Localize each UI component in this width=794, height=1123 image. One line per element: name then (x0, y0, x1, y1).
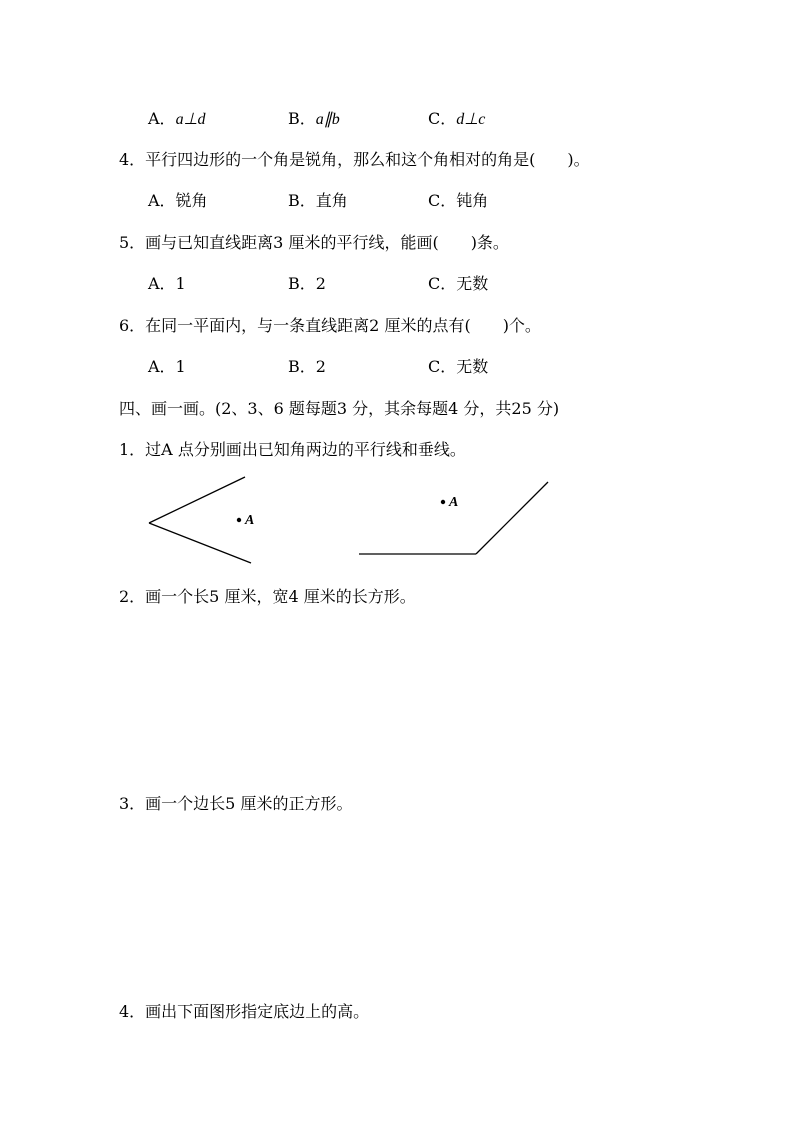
q5-text: 5．画与已知直线距离3 厘米的平行线，能画( )条。 (119, 233, 509, 252)
q4-option-a: A．锐角 (148, 191, 208, 210)
q6-option-a: A．1 (148, 357, 186, 376)
section4-problem-1: 1．过A 点分别画出已知角两边的平行线和垂线。 (119, 440, 466, 459)
point-a-dot-2 (441, 500, 445, 504)
q3-option-b-key: B． (288, 109, 316, 128)
q3-option-a-key: A． (148, 109, 176, 128)
point-a-label-2: A (449, 495, 459, 510)
q6-option-b: B．2 (288, 357, 326, 376)
slanted-side (476, 482, 548, 554)
q3-option-a-text: a⊥d (175, 111, 206, 128)
q6-text: 6．在同一平面内，与一条直线距离2 厘米的点有( )个。 (119, 316, 541, 335)
q3-option-c-text: d⊥c (456, 111, 486, 128)
q3-option-c-key: C． (428, 109, 457, 128)
q4-text: 4．平行四边形的一个角是锐角，那么和这个角相对的角是( )。 (119, 150, 590, 169)
point-a-label: A (245, 513, 255, 528)
angle-figure (149, 477, 251, 563)
q4-option-b: B．直角 (288, 191, 348, 210)
q3-option-b-text: a∥b (315, 111, 340, 128)
q4-option-c: C．钝角 (428, 191, 489, 210)
q5-option-c: C．无数 (428, 274, 489, 293)
q6-option-c: C．无数 (428, 357, 489, 376)
q5-option-b: B．2 (288, 274, 326, 293)
section4-heading: 四、画一画。(2、3、6 题每题3 分，其余每题4 分，共25 分) (119, 399, 560, 418)
q5-option-a: A．1 (148, 274, 186, 293)
angle-upper-side (149, 477, 245, 523)
angle-lower-side (149, 523, 251, 563)
section4-problem-2: 2．画一个长5 厘米，宽4 厘米的长方形。 (119, 587, 416, 606)
point-a-dot (237, 518, 241, 522)
section4-problem-3: 3．画一个边长5 厘米的正方形。 (119, 794, 353, 813)
section4-problem-4: 4．画出下面图形指定底边上的高。 (119, 1002, 370, 1021)
